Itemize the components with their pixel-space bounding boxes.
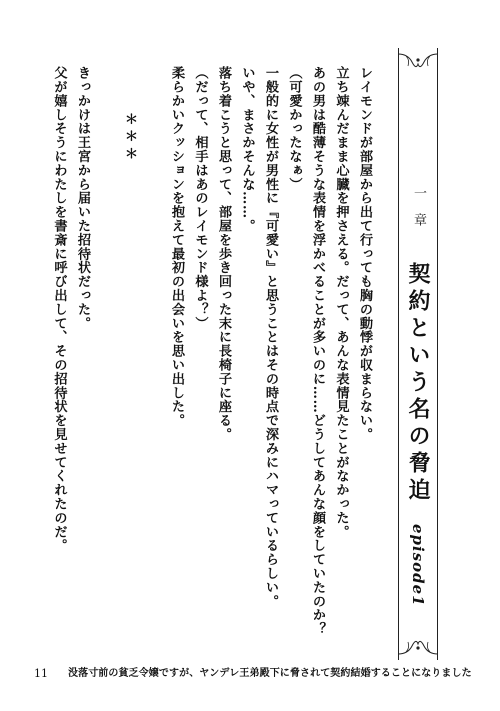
text-line: きっかけは王宮から届いた招待状だった。	[75, 66, 90, 331]
chapter-band	[398, 48, 438, 660]
text-line: （可愛かったなぁ）	[286, 66, 302, 192]
text-line	[94, 66, 118, 666]
page-footer	[30, 666, 480, 682]
text-line: 立ち竦んだまま心臓を押さえる。だって、あんな表情見たことがなかった。	[333, 66, 349, 539]
running-title: 没落寸前の貧乏令嬢ですが、ヤンデレ王弟殿下に脅されて契約結婚することになりました	[68, 668, 472, 679]
ornament-bottom-icon	[398, 634, 438, 656]
scene-separator: ＊＊＊	[122, 112, 137, 164]
chapter-number: 一章	[411, 186, 426, 240]
chapter-title: 契約という名の脅迫	[405, 262, 431, 505]
text-line	[141, 66, 165, 666]
text-line: （だって、相手はあのレイモンド様よ？）	[192, 66, 208, 331]
text-line: レイモンドが部屋から出て行っても胸の動悸が収まらない。	[357, 66, 372, 442]
text-line: 父が嬉しそうにわたしを書斎に呼び出して、その招待状を見せてくれたのだ。	[51, 66, 67, 553]
ornament-top-icon	[398, 52, 438, 74]
text-line: いや、まさかそんな……。	[239, 66, 255, 233]
page-number: 11	[34, 667, 48, 680]
text-line: あの男は酷薄そうな表情を浮かべることが多いのに……どうしてあんな顔をしていたのか？	[310, 66, 325, 636]
chapter-episode-label: episode1	[409, 524, 427, 607]
body-text	[50, 66, 376, 666]
text-line: 落ち着こうと思って、部屋を歩き回った末に長椅子に座る。	[216, 66, 231, 442]
text-line: 柔らかいクッションを抱えて最初の出会いを思い出した。	[169, 66, 184, 428]
text-line: 一般的に女性が男性に『可愛い』と思うことはその時点で深みにハマっているらしい。	[263, 66, 278, 609]
